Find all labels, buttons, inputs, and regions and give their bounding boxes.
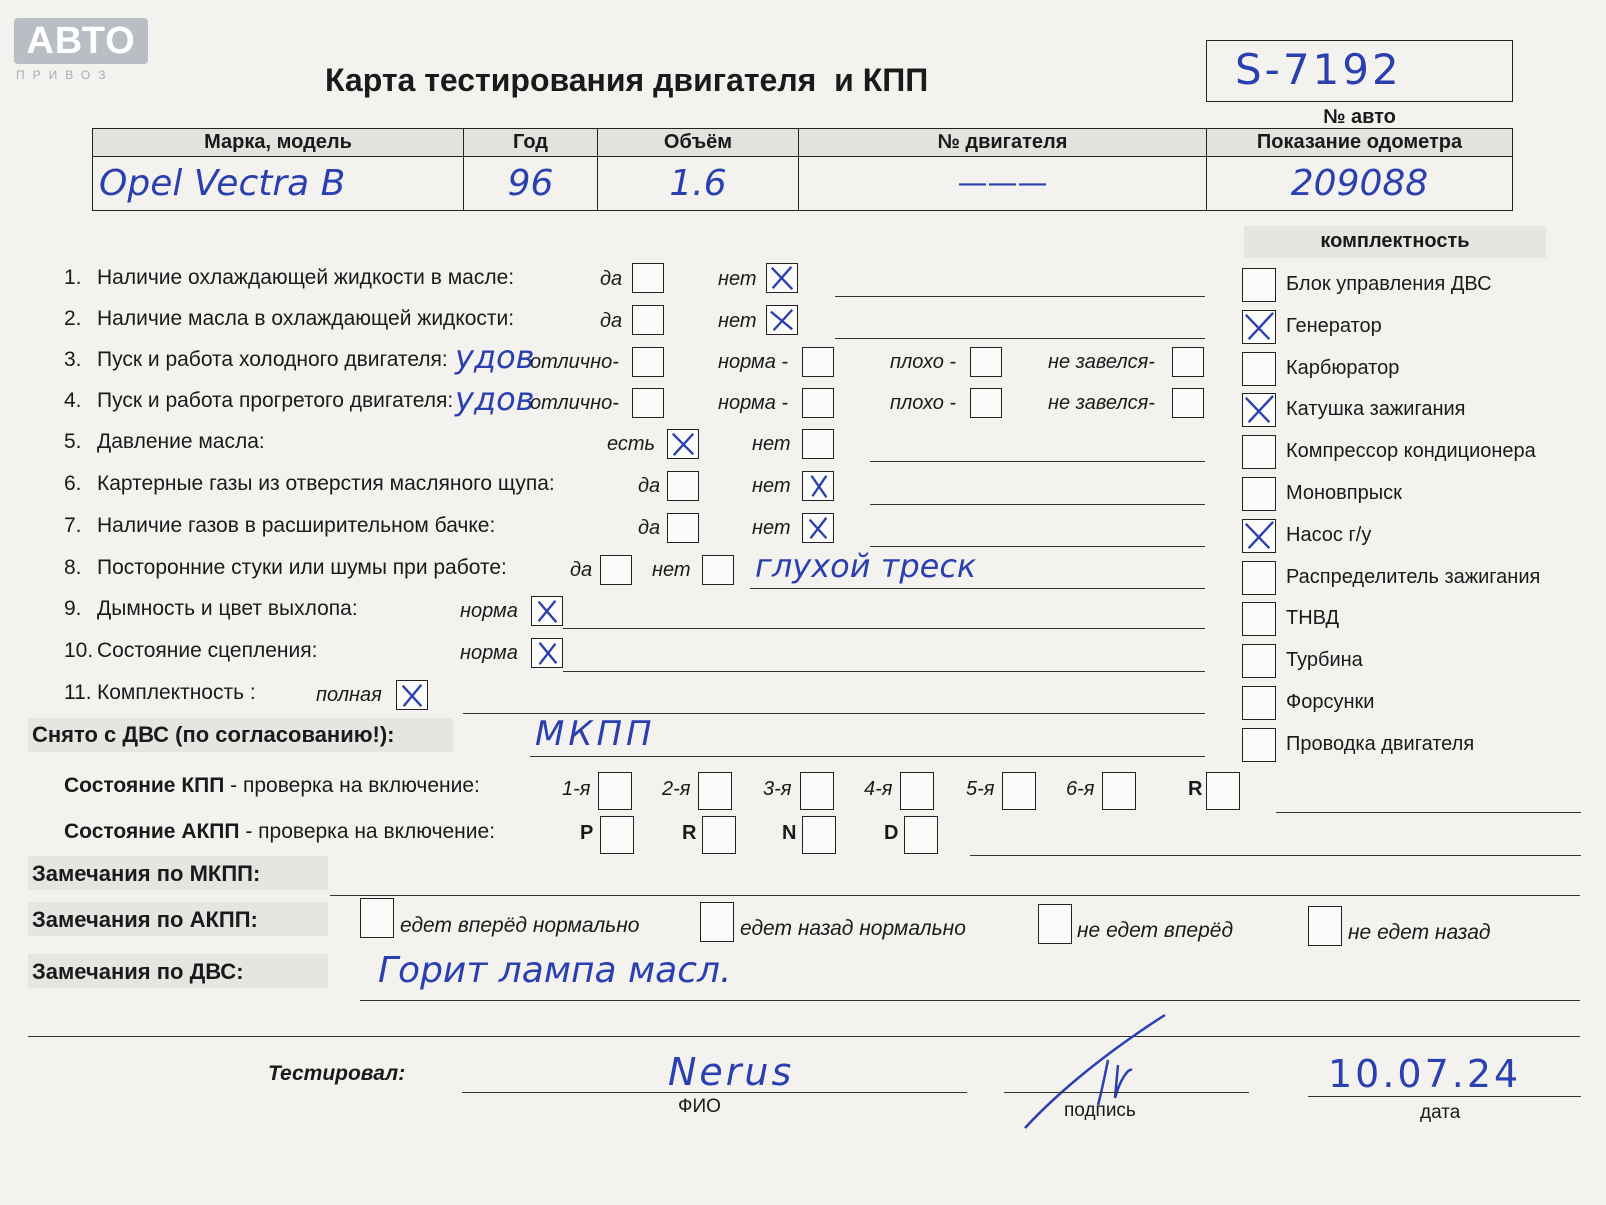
q11-num: 11. — [64, 681, 92, 704]
q8-no-checkbox[interactable] — [702, 555, 734, 585]
q5-no-checkbox[interactable] — [802, 429, 834, 459]
kpp-gear-checkbox[interactable] — [1206, 772, 1240, 810]
completeness-label: Турбина — [1286, 649, 1363, 672]
q4-num: 4. — [64, 389, 82, 412]
completeness-checkbox[interactable] — [1242, 686, 1276, 720]
q4-normal-label: норма - — [718, 392, 789, 414]
q8-yes-label: да — [570, 559, 593, 581]
q7-yes-label: да — [638, 517, 661, 539]
q10-normal-label: норма — [460, 642, 518, 664]
removed-label: Снято с ДВС (по согласованию!): — [32, 722, 395, 747]
q1-text: Наличие охлаждающей жидкости в масле: — [97, 266, 515, 289]
q2-no-checkbox[interactable] — [766, 305, 798, 335]
completeness-header: комплектность — [1320, 230, 1470, 252]
value-odometer: 209088 — [1290, 163, 1429, 204]
q10-line — [563, 671, 1205, 672]
akpp-mode-checkbox[interactable] — [702, 816, 736, 854]
q1-num: 1. — [64, 266, 82, 289]
q4-excellent-checkbox[interactable] — [632, 388, 664, 418]
logo-subtext: ПРИВОЗ — [16, 68, 114, 82]
date-value: 10.07.24 — [1328, 1052, 1522, 1096]
vehicle-header-table — [92, 128, 1513, 211]
completeness-label: Форсунки — [1286, 691, 1375, 713]
akpp-remarks-label: Замечания по АКПП: — [32, 907, 258, 932]
dvs-remarks-value: Горит лампа масл. — [378, 950, 732, 991]
completeness-checkbox[interactable] — [1242, 268, 1276, 302]
q7-yes-checkbox[interactable] — [667, 513, 699, 543]
q10-text: Состояние сцепления: — [97, 639, 318, 662]
akpp-mode-checkbox[interactable] — [600, 816, 634, 854]
q5-text: Давление масла: — [97, 430, 265, 453]
q6-no-label: нет — [752, 475, 791, 497]
q5-no-label: нет — [752, 433, 791, 455]
q6-no-checkbox[interactable] — [802, 471, 834, 501]
q2-num: 2. — [64, 307, 82, 330]
q5-yes-checkbox[interactable] — [667, 429, 699, 459]
q2-text: Наличие масла в охлаждающей жидкости: — [97, 307, 515, 330]
akpp-mode-checkbox[interactable] — [802, 816, 836, 854]
q4-nostart-checkbox[interactable] — [1172, 388, 1204, 418]
value-engine-no: ——— — [957, 166, 1048, 201]
col-year: Год — [513, 131, 548, 153]
q4-text: Пуск и работа прогретого двигателя: — [97, 389, 454, 412]
q4-handwritten: удов — [455, 380, 535, 418]
akpp-fwd-ok-checkbox[interactable] — [360, 898, 394, 938]
q3-text: Пуск и работа холодного двигателя: — [97, 348, 448, 371]
kpp-gear-label: 5-я — [966, 778, 995, 800]
q6-line — [870, 504, 1205, 505]
q8-handwritten: глухой треск — [755, 547, 977, 585]
removed-value: МКПП — [535, 714, 656, 754]
col-make-model: Марка, модель — [204, 131, 352, 153]
q8-no-label: нет — [652, 559, 691, 581]
q3-handwritten: удов — [455, 338, 535, 376]
car-number-value: S-7192 — [1235, 45, 1402, 94]
completeness-checkbox[interactable] — [1242, 602, 1276, 636]
mkpp-remarks-line — [330, 895, 1580, 896]
akpp-mode-checkbox[interactable] — [904, 816, 938, 854]
fio-label: ФИО — [678, 1096, 721, 1117]
q3-nostart-label: не завелся- — [1048, 351, 1155, 373]
kpp-label: Состояние КПП - проверка на включение: — [64, 774, 480, 797]
kpp-gear-checkbox[interactable] — [1102, 772, 1136, 810]
date-line — [1308, 1096, 1581, 1097]
completeness-checkbox[interactable] — [1242, 519, 1276, 553]
q9-normal-label: норма — [460, 600, 518, 622]
tested-label: Тестировал: — [268, 1062, 406, 1085]
completeness-label: Блок управления ДВС — [1286, 273, 1492, 295]
q1-line — [835, 296, 1205, 297]
value-make-model: Opel Vectra B — [99, 163, 346, 204]
value-year: 96 — [507, 163, 554, 204]
q4-nostart-label: не завелся- — [1048, 392, 1155, 414]
q10-num: 10. — [64, 639, 94, 662]
q3-excellent-checkbox[interactable] — [632, 347, 664, 377]
q1-yes-checkbox[interactable] — [632, 263, 664, 293]
removed-line — [530, 756, 1205, 757]
q2-yes-label: да — [600, 310, 623, 332]
q8-yes-checkbox[interactable] — [600, 555, 632, 585]
completeness-checkbox[interactable] — [1242, 435, 1276, 469]
q7-num: 7. — [64, 514, 82, 537]
kpp-gear-checkbox[interactable] — [698, 772, 732, 810]
akpp-fwd-ok-label: едет вперёд нормально — [400, 914, 640, 937]
q1-yes-label: да — [600, 268, 623, 290]
q6-yes-label: да — [638, 475, 661, 497]
q6-yes-checkbox[interactable] — [667, 471, 699, 501]
completeness-checkbox[interactable] — [1242, 561, 1276, 595]
completeness-label: ТНВД — [1286, 607, 1340, 630]
fio-line — [462, 1092, 967, 1093]
logo — [14, 18, 148, 64]
q11-full-checkbox[interactable] — [396, 680, 428, 710]
completeness-label: Компрессор кондиционера — [1286, 440, 1536, 463]
akpp-no-back-checkbox[interactable] — [1308, 906, 1342, 946]
tester-name: Nerus — [668, 1050, 795, 1094]
car-number-label: № авто — [1323, 106, 1396, 128]
q3-num: 3. — [64, 348, 82, 371]
kpp-line — [1276, 812, 1581, 813]
kpp-gear-checkbox[interactable] — [900, 772, 934, 810]
akpp-back-ok-label: едет назад нормально — [740, 917, 966, 940]
completeness-checkbox[interactable] — [1242, 728, 1276, 762]
completeness-label: Генератор — [1286, 314, 1382, 337]
dvs-remarks-label: Замечания по ДВС: — [32, 959, 244, 984]
extra-line — [28, 1036, 1580, 1037]
kpp-gear-checkbox[interactable] — [1002, 772, 1036, 810]
q2-line — [835, 338, 1205, 339]
q7-no-label: нет — [752, 517, 791, 539]
q5-line — [870, 461, 1205, 462]
akpp-mode-label: P — [580, 822, 594, 844]
kpp-gear-checkbox[interactable] — [800, 772, 834, 810]
q11-text: Комплектность : — [97, 681, 256, 704]
completeness-checkbox[interactable] — [1242, 393, 1276, 427]
q1-no-checkbox[interactable] — [766, 263, 798, 293]
akpp-line — [970, 855, 1581, 856]
q11-full-label: полная — [316, 684, 382, 706]
completeness-checkbox[interactable] — [1242, 644, 1276, 678]
q3-normal-checkbox[interactable] — [802, 347, 834, 377]
q6-num: 6. — [64, 472, 82, 495]
logo-text: АВТО — [26, 20, 136, 62]
completeness-label: Распределитель зажигания — [1286, 565, 1541, 588]
mkpp-remarks-label: Замечания по МКПП: — [32, 861, 261, 886]
date-label: дата — [1420, 1102, 1461, 1123]
completeness-label: Насос г/у — [1286, 523, 1372, 546]
q5-yes-label: есть — [607, 433, 656, 455]
akpp-mode-label: D — [884, 822, 899, 844]
q5-num: 5. — [64, 430, 82, 453]
q9-normal-checkbox[interactable] — [531, 596, 563, 626]
q8-text: Посторонние стуки или шумы при работе: — [97, 556, 507, 579]
kpp-gear-label: 6-я — [1066, 778, 1095, 800]
sign-line — [1004, 1092, 1249, 1093]
kpp-gear-label: 4-я — [864, 778, 893, 800]
completeness-checkbox[interactable] — [1242, 310, 1276, 344]
q2-yes-checkbox[interactable] — [632, 305, 664, 335]
akpp-back-ok-checkbox[interactable] — [700, 902, 734, 942]
q7-no-checkbox[interactable] — [802, 513, 834, 543]
sign-label: подпись — [1064, 1100, 1136, 1121]
kpp-gear-label: R — [1188, 778, 1203, 800]
kpp-gear-label: 1-я — [562, 778, 591, 800]
kpp-gear-label: 2-я — [662, 778, 691, 800]
akpp-mode-label: N — [782, 822, 797, 844]
q3-bad-label: плохо - — [890, 351, 957, 373]
q4-bad-checkbox[interactable] — [970, 388, 1002, 418]
q4-bad-label: плохо - — [890, 392, 957, 414]
q8-line — [750, 588, 1205, 589]
completeness-checkbox[interactable] — [1242, 477, 1276, 511]
q4-excellent-label: отлично- — [530, 392, 619, 414]
q10-normal-checkbox[interactable] — [531, 638, 563, 668]
akpp-no-back-label: не едет назад — [1348, 921, 1491, 944]
completeness-label: Катушка зажигания — [1286, 398, 1466, 421]
q3-bad-checkbox[interactable] — [970, 347, 1002, 377]
q8-num: 8. — [64, 556, 82, 579]
car-number-box — [1206, 40, 1513, 102]
kpp-gear-label: 3-я — [763, 778, 792, 800]
q2-no-label: нет — [718, 310, 757, 332]
col-engine-no: № двигателя — [937, 131, 1068, 153]
akpp-no-fwd-label: не едет вперёд — [1077, 919, 1234, 942]
q9-num: 9. — [64, 597, 82, 620]
q1-no-label: нет — [718, 268, 757, 290]
completeness-checkbox[interactable] — [1242, 352, 1276, 386]
q4-normal-checkbox[interactable] — [802, 388, 834, 418]
completeness-label: Проводка двигателя — [1286, 732, 1475, 755]
form-title: Карта тестирования двигателя и КПП — [325, 62, 929, 98]
dvs-remarks-line — [360, 1000, 1580, 1001]
akpp-label: Состояние АКПП - проверка на включение: — [64, 820, 496, 843]
col-odometer: Показание одометра — [1256, 131, 1463, 153]
q3-excellent-label: отлично- — [530, 351, 619, 373]
q9-text: Дымность и цвет выхлопа: — [97, 597, 358, 620]
value-volume: 1.6 — [669, 163, 727, 204]
q7-text: Наличие газов в расширительном бачке: — [97, 514, 496, 537]
col-volume: Объём — [663, 131, 733, 153]
q9-line — [563, 628, 1205, 629]
q6-text: Картерные газы из отверстия масляного щупа: — [97, 472, 555, 495]
akpp-mode-label: R — [682, 822, 697, 844]
q3-normal-label: норма - — [718, 351, 789, 373]
akpp-no-fwd-checkbox[interactable] — [1038, 904, 1072, 944]
completeness-label: Карбюратор — [1286, 356, 1400, 379]
kpp-gear-checkbox[interactable] — [598, 772, 632, 810]
completeness-label: Моновпрыск — [1286, 482, 1402, 504]
q3-nostart-checkbox[interactable] — [1172, 347, 1204, 377]
